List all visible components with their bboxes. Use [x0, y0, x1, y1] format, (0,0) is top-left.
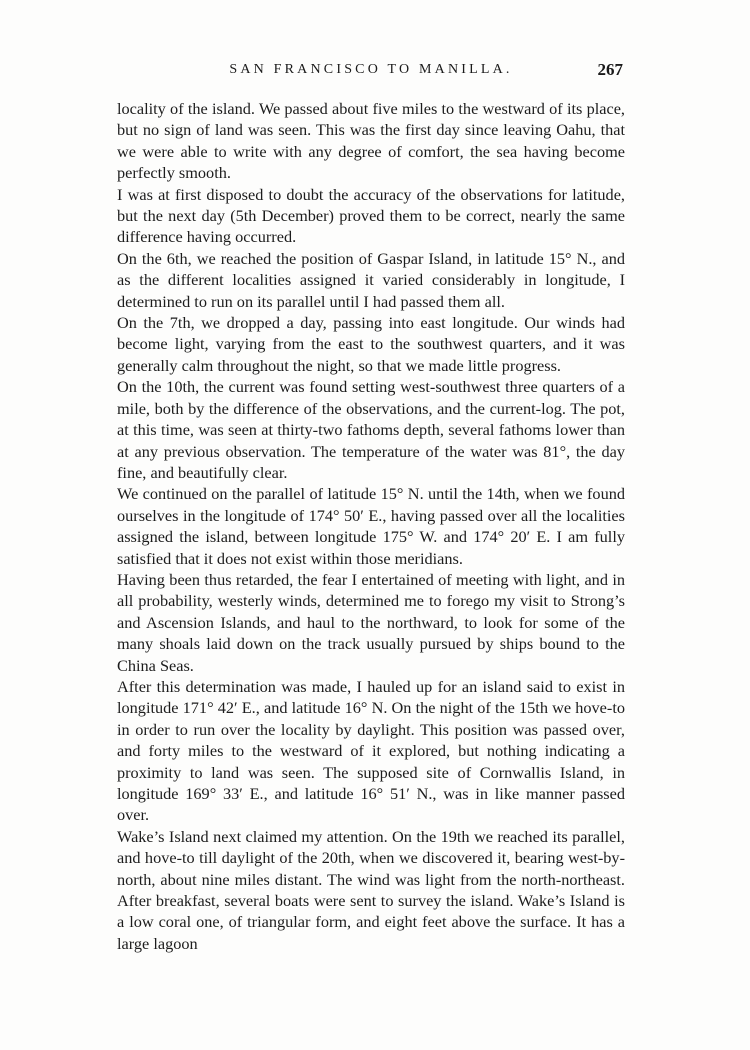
- page-header: [117, 60, 625, 84]
- paragraph: Having been thus retarded, the fear I entertained of meeting with light, and in all probability, westerly winds, determined me to forego my visit to Strong’s and Ascension Islands, and haul to the northward, to look for some of the many shoals laid down on the track usually pursued by ships bound to the China Seas.: [117, 569, 625, 675]
- paragraph: locality of the island. We passed about five miles to the westward of its place, but no sign of land was seen. This was the first day since leaving Oahu, that we were able to write with any degree of comfort, the sea having become perfectly smooth.: [117, 99, 625, 183]
- body-text: [117, 98, 625, 954]
- paragraph: On the 7th, we dropped a day, passing into east longitude. Our winds had become light, varying from the east to the southwest quarters, and it was generally calm throughout the night, so that we made little progress.: [117, 313, 625, 375]
- paragraph: We continued on the parallel of latitude 15° N. until the 14th, when we found ourselves in the longitude of 174° 50′ E., having passed over all the localities assigned the island, between longitude 175° W. and 174° 20′ E. I am fully satisfied that it does not exist within those meridians.: [117, 484, 625, 568]
- running-head: SAN FRANCISCO TO MANILLA.: [229, 62, 513, 77]
- paragraph: I was at first disposed to doubt the accuracy of the observations for latitude, but the next day (5th December) proved them to be correct, nearly the same difference having occurred.: [117, 184, 625, 247]
- page-number: 267: [597, 60, 623, 79]
- paragraph: On the 10th, the current was found setting west-southwest three quarters of a mile, both by the difference of the observations, and the current-log. The pot, at this time, was seen at thirty-two fathoms depth, several fathoms lower than at any previous observation. The temperature of the water was 81°, the day fine, and beautifully clear.: [117, 377, 625, 482]
- paragraph: Wake’s Island next claimed my attention. On the 19th we reached its parallel, and hove-to till daylight of the 20th, when we discovered it, bearing west-by-north, about nine miles distant. The wind was light from the north-northeast. After breakfast, several boats were sent to survey the island. Wake’s Island is a low coral one, of triangular form, and eight feet above the surface. It has a large lagoon: [117, 826, 625, 953]
- paragraph: On the 6th, we reached the position of Gaspar Island, in latitude 15° N., and as the different localities assigned it varied considerably in longitude, I determined to run on its parallel until I had passed them all.: [117, 248, 625, 311]
- paragraph: After this determination was made, I hauled up for an island said to exist in longitude 171° 42′ E., and latitude 16° N. On the night of the 15th we hove-to in order to run over the locality by daylight. This position was passed over, and forty miles to the westward of it explored, but nothing indicating a proximity to land was seen. The supposed site of Cornwallis Island, in longitude 169° 33′ E., and latitude 16° 51′ N., was in like manner passed over.: [117, 676, 625, 825]
